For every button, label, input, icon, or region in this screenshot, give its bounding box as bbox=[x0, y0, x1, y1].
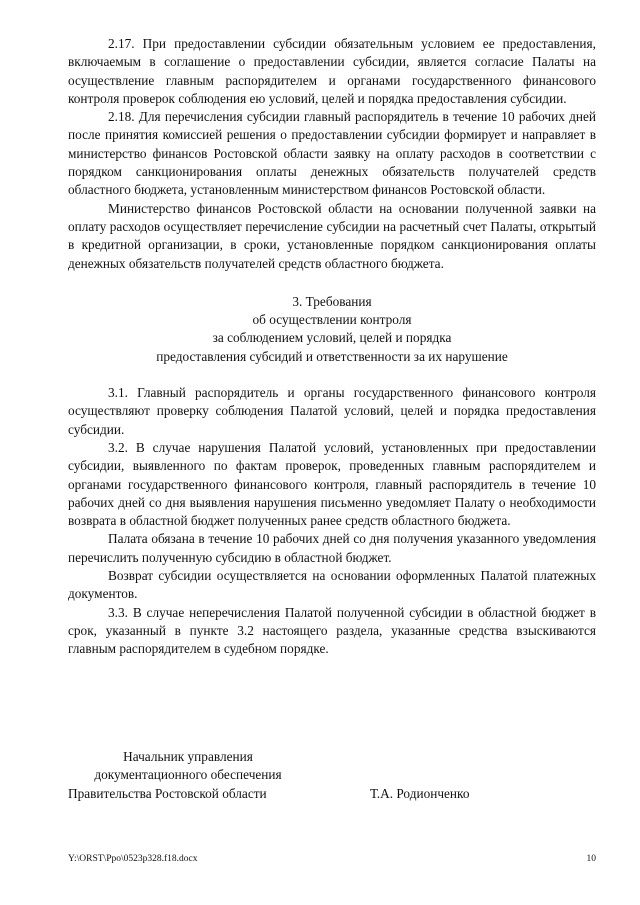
section-title-line: об осуществлении контроля bbox=[252, 312, 412, 328]
position-line: документационного обеспечения bbox=[94, 767, 282, 783]
paragraph-refund: Возврат субсидии осуществляется на основании оформленных Палатой платежных документов. bbox=[68, 568, 596, 602]
organization-line: Правительства Ростовской области bbox=[68, 785, 267, 801]
paragraph-obligation: Палата обязана в течение 10 рабочих дней со дня получения указанного уведомления перечислить полученную субсидию в областной бюджет. bbox=[68, 531, 596, 565]
file-path: Y:\ORST\Ppo\0523p328.f18.docx bbox=[68, 854, 198, 864]
paragraph-2-17: 2.17. При предоставлении субсидии обязательным условием ее предоставления, включаемым в соглашение о предоставлении субсидии, является согласие Палаты на осуществление главным распорядителем и органами государственного финансового контроля проверок соблюдения ею условий, целей и порядка предоставления субсидии. bbox=[68, 36, 596, 106]
section-title-line: за соблюдением условий, целей и порядка bbox=[212, 330, 452, 346]
paragraph-2-18: 2.18. Для перечисления субсидии главный распорядитель в течение 10 рабочих дней после принятия комиссией решения о предоставлении субсидии формирует и направляет в министерство финансов Ростовской области заявку на оплату расходов в соответствии с порядком санкционирования оплаты денежных обязательств получателей средств областного бюджета, установленным министерством финансов Ростовской области. bbox=[68, 109, 596, 198]
section-title-line: предоставления субсидий и ответственности за их нарушение bbox=[156, 348, 508, 364]
document-body bbox=[68, 35, 596, 659]
paragraph-3-3: 3.3. В случае неперечисления Палатой полученной субсидии в областной бюджет в срок, указанный в пункте 3.2 настоящего раздела, указанные средства взыскиваются главным распорядителем в судебном порядке. bbox=[68, 604, 596, 657]
paragraph-3-1: 3.1. Главный распорядитель и органы государственного финансового контроля осуществляют проверку соблюдения Палатой условий, целей и порядка предоставления субсидии. bbox=[68, 385, 596, 437]
paragraph-3-2: 3.2. В случае нарушения Палатой условий, установленных при предоставлении субсидии, выявленного по фактам проверок, проведенных главным распорядителем и органами государственного финансового контроля, главный распорядитель в течение 10 рабочих дней со дня выявления нарушения письменно уведомляет Палату о необходимости возврата в областной бюджет полученных ранее средств областного бюджета. bbox=[68, 439, 596, 529]
signatory-name: Т.А. Родионченко bbox=[370, 785, 470, 801]
section-3-title bbox=[68, 293, 596, 366]
signatory-position bbox=[68, 748, 308, 803]
paragraph-ministry-transfer: Министерство финансов Ростовской области на основании полученной заявки на оплату расходов осуществляет перечисление субсидии на расчетный счет Палаты, открытый в кредитной организации, в сроки, установленные порядком санкционирования оплаты денежных обязательств получателей средств областного бюджета. bbox=[68, 200, 596, 271]
section-title-line: 3. Требования bbox=[292, 293, 372, 309]
page-number: 10 bbox=[586, 854, 596, 864]
position-line: Начальник управления bbox=[123, 749, 253, 764]
